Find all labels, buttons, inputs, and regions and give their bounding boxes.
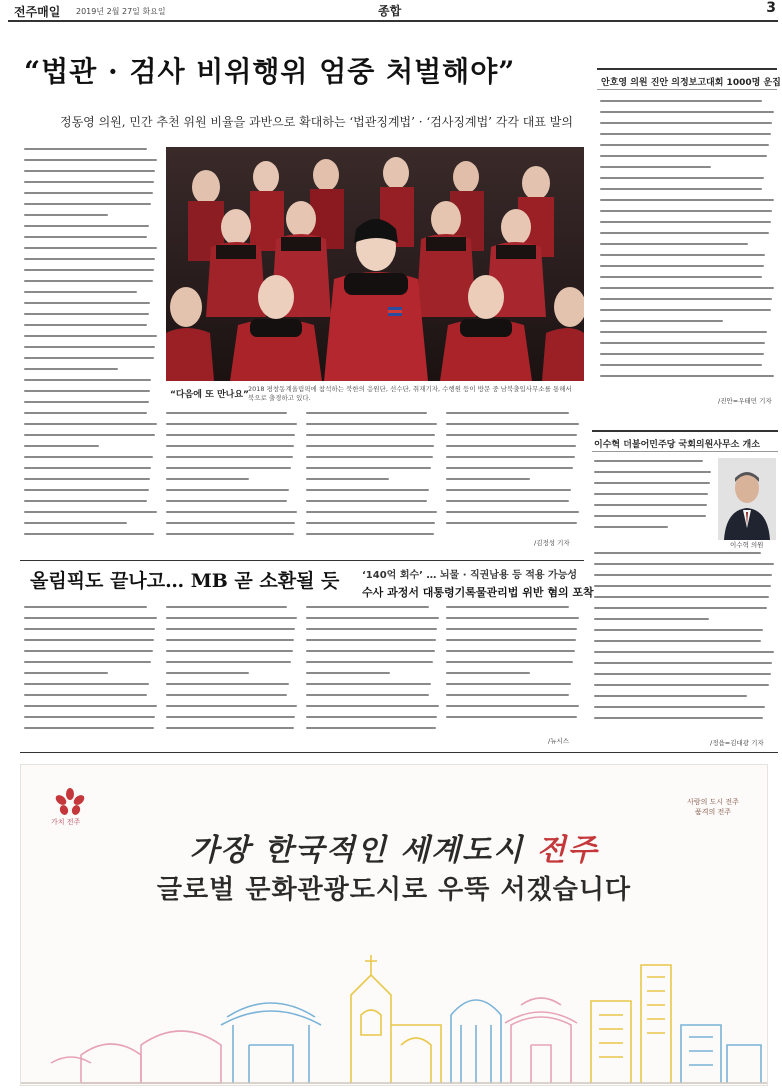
- portrait-photo: [718, 458, 776, 540]
- text-line: [24, 280, 153, 282]
- main-byline: /김정성 기자: [534, 539, 570, 547]
- text-line: [24, 247, 157, 249]
- second-article-kicker: ‘140억 회수’ … 뇌물 · 직권남용 등 적용 가능성: [362, 570, 578, 581]
- ad-divider: [20, 752, 778, 753]
- text-line: [594, 493, 708, 495]
- text-line: [600, 133, 771, 135]
- side-article-1-title-bar: [597, 68, 781, 90]
- text-line: [166, 423, 297, 425]
- text-line: [24, 467, 151, 469]
- text-line: [306, 500, 427, 502]
- ad-slogan-line-2: 글로벌 문화관광도시로 우뚝 서겠습니다: [156, 875, 632, 905]
- side-article-2-title: 이수혁 더불어민주당 국회의원사무소 개소: [594, 440, 760, 450]
- text-line: [24, 236, 147, 238]
- side-article-2-body-upper: [594, 460, 712, 546]
- flower-logo-icon: [55, 788, 85, 816]
- text-line: [306, 533, 434, 535]
- text-line: [24, 683, 149, 685]
- text-line: [446, 661, 573, 663]
- text-line: [166, 650, 293, 652]
- text-line: [446, 456, 575, 458]
- text-line: [24, 401, 149, 403]
- text-line: [446, 694, 569, 696]
- text-line: [24, 705, 157, 707]
- text-line: [24, 650, 153, 652]
- text-line: [594, 574, 772, 576]
- main-article-column-1: [24, 148, 158, 544]
- text-line: [600, 287, 774, 289]
- text-line: [166, 661, 291, 663]
- text-line: [24, 225, 149, 227]
- second-article-column-1: [24, 606, 158, 738]
- text-line: [594, 640, 761, 642]
- text-line: [600, 298, 772, 300]
- text-line: [166, 412, 287, 414]
- text-line: [446, 445, 576, 447]
- second-article-headline: 올림픽도 끝나고… MB 곧 소환될 듯: [30, 570, 340, 592]
- text-line: [166, 478, 249, 480]
- city-advertisement: [20, 764, 768, 1086]
- masthead: 전주매일: [14, 5, 61, 19]
- text-line: [600, 210, 772, 212]
- text-line: [24, 661, 151, 663]
- text-line: [24, 412, 147, 414]
- text-line: [24, 214, 108, 216]
- text-line: [594, 482, 710, 484]
- text-line: [306, 522, 435, 524]
- text-line: [446, 683, 571, 685]
- second-article-subheadline: 수사 과정서 대통령기록물관리법 위반 혐의 포착: [362, 586, 594, 599]
- text-line: [446, 489, 571, 491]
- text-line: [306, 445, 434, 447]
- text-line: [446, 478, 530, 480]
- text-line: [600, 166, 711, 168]
- text-line: [600, 144, 769, 146]
- text-line: [594, 629, 763, 631]
- text-line: [24, 606, 147, 608]
- text-line: [600, 309, 771, 311]
- text-line: [166, 533, 294, 535]
- text-line: [24, 368, 118, 370]
- text-line: [24, 511, 157, 513]
- text-line: [594, 662, 772, 664]
- side-article-1-title: 안호영 의원 진안 의정보고대회 1000명 운집: [601, 78, 781, 88]
- text-line: [166, 522, 295, 524]
- text-line: [446, 434, 577, 436]
- text-line: [446, 467, 573, 469]
- cathedral-tower: [351, 955, 441, 1083]
- text-line: [166, 705, 297, 707]
- side-article-1-byline: /진안=우태민 기자: [718, 397, 772, 405]
- text-line: [306, 661, 433, 663]
- text-line: [306, 434, 435, 436]
- text-line: [166, 456, 293, 458]
- text-line: [446, 617, 579, 619]
- text-line: [446, 511, 579, 513]
- text-line: [166, 683, 289, 685]
- text-line: [600, 177, 764, 179]
- text-line: [306, 628, 437, 630]
- section-label: 종합: [378, 4, 402, 18]
- text-line: [594, 585, 771, 587]
- text-line: [24, 716, 155, 718]
- ad-slogan-prefix: 가장 한국적인 세계도시: [189, 833, 537, 868]
- text-line: [306, 639, 436, 641]
- text-line: [446, 606, 569, 608]
- text-line: [600, 276, 762, 278]
- text-line: [594, 651, 774, 653]
- text-line: [594, 673, 771, 675]
- text-line: [594, 717, 763, 719]
- page-header: [8, 0, 778, 22]
- portrait-illustration: [718, 458, 776, 540]
- text-line: [594, 526, 668, 528]
- text-line: [306, 727, 436, 729]
- text-line: [600, 364, 762, 366]
- text-line: [600, 221, 771, 223]
- main-article-column-2: [166, 412, 298, 546]
- right-logo-text: 사람의 도시 전주 품격의 전주: [687, 798, 739, 816]
- text-line: [306, 412, 427, 414]
- text-line: [24, 203, 151, 205]
- text-line: [24, 181, 154, 183]
- text-line: [306, 467, 431, 469]
- text-line: [600, 122, 772, 124]
- text-line: [600, 375, 774, 377]
- second-article-byline: /뉴시스: [548, 737, 570, 745]
- text-line: [446, 628, 577, 630]
- text-line: [166, 467, 291, 469]
- caption-text: 2018 평창동계올림픽에 참석하는 북한의 응원단, 선수단, 취재기자, 수행원 등이 방문 중 남북출입사무소를 통해서 북으로 출경하고 있다.: [248, 385, 572, 402]
- text-line: [306, 716, 437, 718]
- text-line: [24, 617, 157, 619]
- text-line: [306, 683, 431, 685]
- text-line: [600, 254, 765, 256]
- text-line: [24, 379, 151, 381]
- text-line: [24, 639, 154, 641]
- text-line: [594, 471, 711, 473]
- text-line: [600, 265, 764, 267]
- side-article-1-body: [600, 100, 776, 392]
- domed-building: [451, 1000, 501, 1083]
- text-line: [166, 639, 294, 641]
- text-line: [446, 705, 579, 707]
- text-line: [594, 596, 769, 598]
- text-line: [24, 478, 150, 480]
- text-line: [600, 342, 765, 344]
- text-line: [306, 672, 390, 674]
- issue-date: 2019년 2월 27일 화요일: [76, 7, 166, 16]
- text-line: [306, 489, 429, 491]
- text-line: [24, 357, 154, 359]
- text-line: [166, 694, 287, 696]
- text-line: [600, 320, 723, 322]
- city-skyline-illustration: [21, 905, 767, 1085]
- ad-slogan-line-1: [21, 825, 767, 869]
- ad-slogan-emphasis: 전주: [536, 833, 599, 868]
- page-number: 3: [766, 0, 776, 16]
- section-divider: [20, 560, 584, 561]
- text-line: [306, 511, 437, 513]
- text-line: [600, 100, 762, 102]
- text-line: [166, 434, 295, 436]
- text-line: [594, 504, 707, 506]
- text-line: [24, 672, 108, 674]
- text-line: [600, 232, 769, 234]
- hanok-roofs-left: [51, 1031, 221, 1083]
- text-line: [166, 716, 295, 718]
- text-line: [306, 423, 437, 425]
- text-line: [306, 606, 429, 608]
- text-line: [24, 170, 155, 172]
- text-line: [24, 522, 127, 524]
- pagoda: [505, 998, 577, 1083]
- text-line: [306, 478, 389, 480]
- text-line: [446, 716, 577, 718]
- text-line: [166, 500, 287, 502]
- text-line: [24, 192, 153, 194]
- text-line: [24, 694, 147, 696]
- main-article-column-3: [306, 412, 438, 546]
- text-line: [166, 727, 294, 729]
- text-line: [594, 607, 767, 609]
- side-article-2-byline: /정읍=김대광 기자: [710, 739, 764, 747]
- traditional-gate: [221, 1003, 321, 1083]
- text-line: [24, 434, 155, 436]
- text-line: [446, 522, 577, 524]
- text-line: [24, 628, 155, 630]
- caption-title: “다음에 또 만나요”: [170, 390, 249, 400]
- text-line: [594, 460, 703, 462]
- text-line: [600, 331, 767, 333]
- text-line: [166, 672, 249, 674]
- text-line: [600, 155, 767, 157]
- text-line: [24, 500, 147, 502]
- text-line: [306, 694, 429, 696]
- text-line: [24, 302, 150, 304]
- main-subhead: 정동영 의원, 민간 추천 위원 비율을 과반으로 확대하는 ‘법관징계법’ · ‘검사징계법’ 각각 대표 발의: [60, 115, 573, 129]
- text-line: [306, 705, 439, 707]
- side-article-2-body-lower: [594, 552, 776, 736]
- text-line: [166, 617, 297, 619]
- photo-caption: [166, 383, 584, 407]
- text-line: [306, 456, 433, 458]
- text-line: [24, 489, 149, 491]
- photo-crowd-illustration: [166, 147, 584, 381]
- text-line: [24, 346, 155, 348]
- text-line: [306, 617, 439, 619]
- text-line: [24, 269, 154, 271]
- text-line: [24, 533, 154, 535]
- news-photo: [166, 147, 584, 381]
- text-line: [446, 639, 576, 641]
- text-line: [24, 727, 154, 729]
- text-line: [306, 650, 435, 652]
- text-line: [166, 628, 295, 630]
- modern-buildings: [591, 965, 671, 1083]
- text-line: [24, 390, 150, 392]
- text-line: [446, 650, 575, 652]
- text-line: [446, 500, 569, 502]
- text-line: [446, 412, 569, 414]
- text-line: [24, 445, 99, 447]
- text-line: [24, 258, 155, 260]
- text-line: [600, 353, 764, 355]
- text-line: [600, 243, 748, 245]
- text-line: [24, 291, 137, 293]
- text-line: [600, 199, 774, 201]
- text-line: [594, 618, 709, 620]
- text-line: [24, 313, 149, 315]
- text-line: [600, 111, 774, 113]
- text-line: [600, 188, 762, 190]
- text-line: [594, 695, 747, 697]
- second-article-column-3: [306, 606, 440, 738]
- second-article-column-2: [166, 606, 298, 738]
- text-line: [594, 563, 774, 565]
- text-line: [594, 684, 769, 686]
- text-line: [166, 489, 289, 491]
- main-headline: “법관 · 검사 비위행위 엄중 처벌해야”: [24, 55, 516, 88]
- text-line: [24, 148, 147, 150]
- text-line: [24, 456, 153, 458]
- text-line: [24, 335, 157, 337]
- text-line: [166, 511, 297, 513]
- text-line: [166, 606, 287, 608]
- text-line: [594, 706, 765, 708]
- side-article-2-title-bar: [592, 430, 778, 452]
- text-line: [446, 423, 579, 425]
- text-line: [594, 515, 706, 517]
- text-line: [166, 445, 294, 447]
- text-line: [24, 423, 157, 425]
- text-line: [446, 672, 530, 674]
- text-line: [24, 159, 157, 161]
- portrait-caption: 이수혁 의원: [730, 541, 764, 549]
- second-article-column-4: [446, 606, 580, 732]
- left-logo-text: 가치 전주: [51, 818, 81, 826]
- text-line: [594, 552, 761, 554]
- text-line: [24, 324, 147, 326]
- main-article-column-4: [446, 412, 580, 534]
